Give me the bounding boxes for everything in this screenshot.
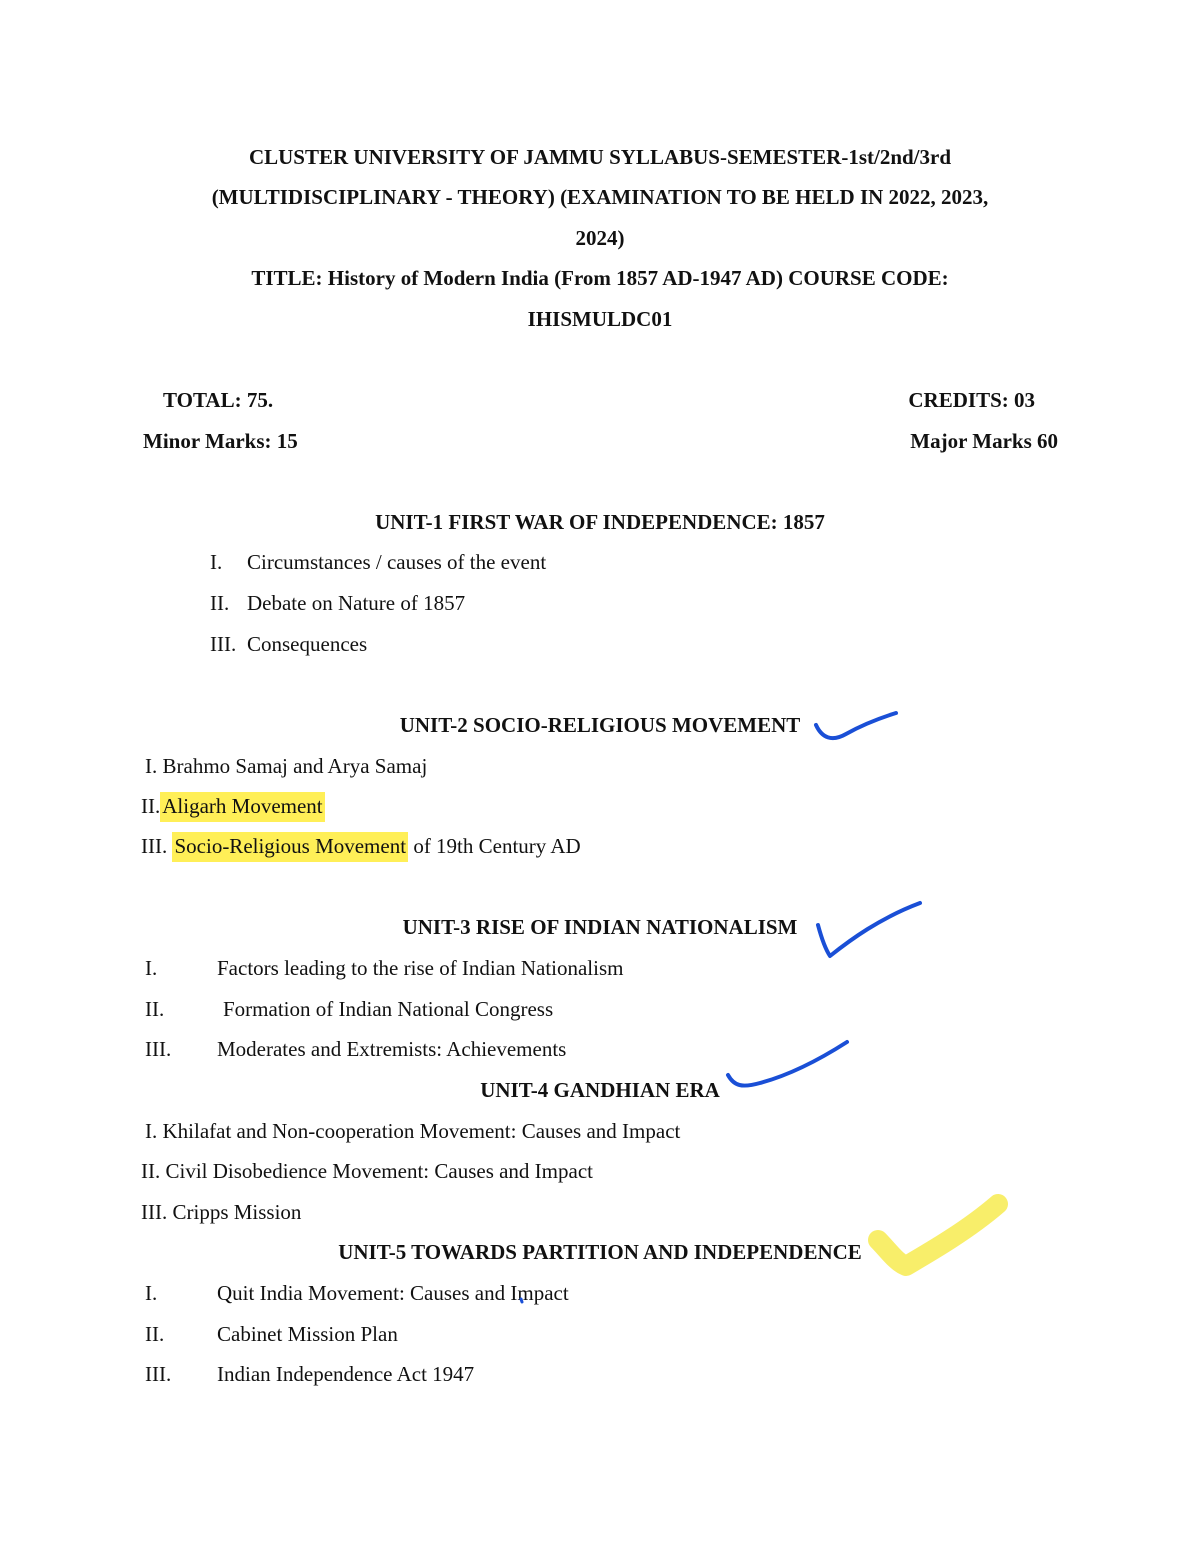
list-item: [141, 1158, 593, 1184]
list-item: [141, 1199, 301, 1225]
major-marks: Major Marks 60: [910, 429, 1058, 453]
list-item: [145, 1321, 398, 1347]
item-text: Civil Disobedience Movement: Causes and Impact: [165, 1159, 593, 1183]
item-number: III.: [141, 1200, 168, 1224]
item-text: Quit India Movement: Causes and Impact: [217, 1281, 569, 1305]
unit-2-title: UNIT-2 SOCIO-RELIGIOUS MOVEMENT: [399, 713, 801, 737]
item-text: Khilafat and Non-cooperation Movement: Causes and Impact: [162, 1119, 681, 1143]
minor-marks: Minor Marks: 15: [143, 429, 298, 453]
list-item: [145, 753, 427, 779]
item-text: Indian Independence Act 1947: [217, 1362, 475, 1386]
header-line-1: CLUSTER UNIVERSITY OF JAMMU SYLLABUS-SEMESTER-1st/2nd/3rd: [248, 145, 952, 169]
item-text: Circumstances / causes of the event: [247, 550, 547, 574]
unit-4-title: UNIT-4 GANDHIAN ERA: [480, 1078, 720, 1102]
item-text: Brahmo Samaj and Arya Samaj: [162, 754, 428, 778]
item-text: Formation of Indian National Congress: [223, 997, 554, 1021]
item-number: II.: [141, 794, 161, 818]
list-item: [141, 793, 325, 819]
list-item: [145, 1280, 569, 1306]
item-text: Cripps Mission: [172, 1200, 302, 1224]
course-title: TITLE: History of Modern India (From 1857 AD-1947 AD) COURSE CODE:: [251, 266, 949, 290]
list-item: [210, 590, 466, 616]
highlighted-text: Aligarh Movement: [160, 792, 324, 822]
list-item: [145, 1118, 680, 1144]
item-number: II.: [145, 1322, 165, 1346]
header-line-3: 2024): [575, 226, 625, 250]
item-number: I.: [145, 1119, 158, 1143]
list-item: [210, 631, 368, 657]
item-text: Moderates and Extremists: Achievements: [217, 1037, 567, 1061]
list-item: [210, 549, 547, 575]
unit-5-title: UNIT-5 TOWARDS PARTITION AND INDEPENDENCE: [338, 1240, 862, 1264]
item-number: III.: [210, 632, 237, 656]
header-line-2: (MULTIDISCIPLINARY - THEORY) (EXAMINATION TO BE HELD IN 2022, 2023,: [211, 185, 989, 209]
item-number: II.: [210, 591, 230, 615]
list-item: [145, 1036, 567, 1062]
list-item: [145, 1361, 475, 1387]
item-number: I.: [210, 550, 223, 574]
total-marks: TOTAL: 75.: [163, 388, 274, 412]
item-number: III.: [145, 1037, 172, 1061]
unit-3-title: UNIT-3 RISE OF INDIAN NATIONALISM: [402, 915, 798, 939]
course-code: IHISMULDC01: [527, 307, 673, 331]
list-item: [145, 955, 624, 981]
unit-1-title: UNIT-1 FIRST WAR OF INDEPENDENCE: 1857: [375, 510, 825, 534]
item-number: III.: [141, 834, 168, 858]
list-item: [141, 833, 581, 859]
item-text: of 19th Century AD: [408, 834, 581, 858]
item-number: II.: [145, 997, 165, 1021]
item-number: III.: [145, 1362, 172, 1386]
item-text: Factors leading to the rise of Indian Nationalism: [217, 956, 624, 980]
item-text: Cabinet Mission Plan: [217, 1322, 398, 1346]
list-item: [145, 996, 554, 1022]
item-number: I.: [145, 1281, 158, 1305]
credits: CREDITS: 03: [908, 388, 1035, 412]
item-number: I.: [145, 754, 158, 778]
item-text: Consequences: [247, 632, 368, 656]
highlighted-text: Socio-Religious Movement: [172, 832, 408, 862]
item-number: I.: [145, 956, 158, 980]
item-text: Debate on Nature of 1857: [247, 591, 466, 615]
item-number: II.: [141, 1159, 161, 1183]
